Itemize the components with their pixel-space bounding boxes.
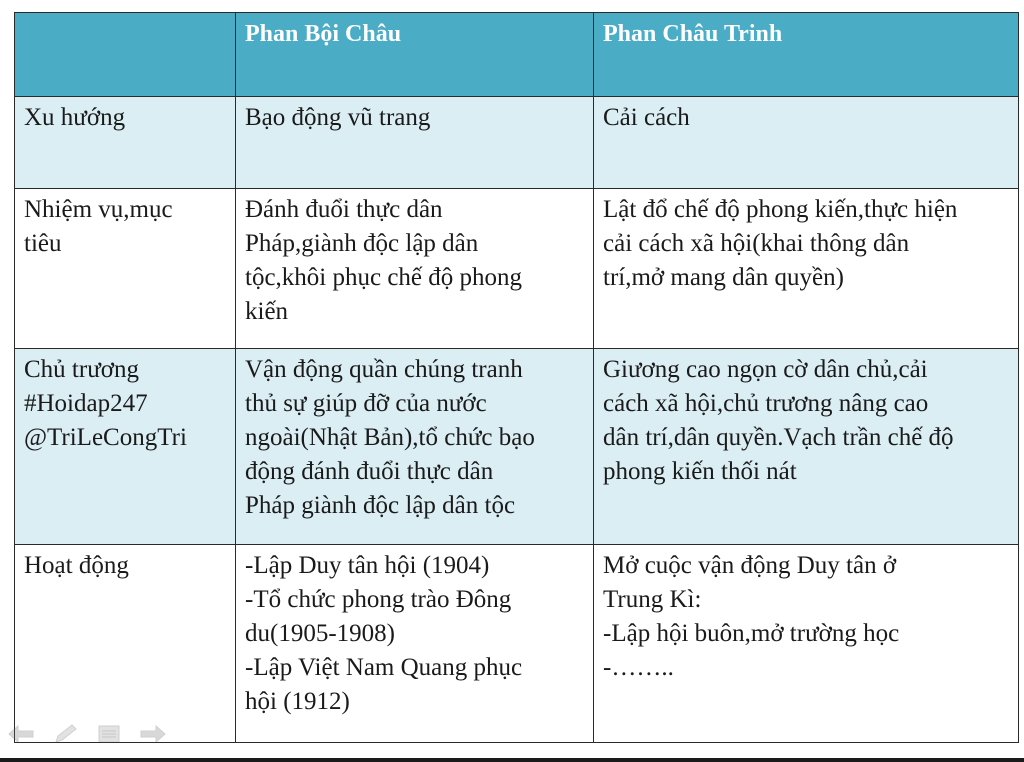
table-row-chu-truong (15, 349, 1019, 545)
row-label: Chủ trương (24, 356, 139, 383)
phan-boi-chau-cell (236, 349, 594, 545)
cell-line: tộc,khôi phục chế độ phong (245, 264, 523, 291)
phan-boi-chau-cell (236, 97, 594, 189)
cell-line: -Lập hội buôn,mở trường học (603, 620, 900, 647)
phan-chau-trinh-cell (594, 349, 1019, 545)
cell-line: Lật đổ chế độ phong kiến,thực hiện (603, 196, 958, 223)
cell-line: ngoài(Nhật Bản),tổ chức bạo (245, 424, 535, 451)
phan-chau-trinh-cell (594, 545, 1019, 743)
cell-line: Mở cuộc vận động Duy tân ở (603, 552, 897, 579)
slideshow-nav (6, 722, 168, 746)
cell-line: Bạo động vũ trang (245, 104, 431, 131)
row-label: tiêu (24, 230, 62, 257)
row-label-cell (15, 189, 236, 349)
row-label: @TriLeCongTri (24, 424, 187, 451)
table-row-xu-huong (15, 97, 1019, 189)
table-row-nhiem-vu (15, 189, 1019, 349)
header-cell-phan-boi-chau: Phan Bội Châu (236, 13, 594, 97)
forward-arrow-icon[interactable] (138, 722, 168, 746)
cell-line: -…….. (603, 654, 674, 681)
pen-icon[interactable] (50, 722, 80, 746)
cell-line: Đánh đuổi thực dân (245, 196, 443, 223)
cell-line: du(1905-1908) (245, 620, 395, 647)
cell-line: động đánh đuổi thực dân (245, 458, 494, 485)
cell-line: Giương cao ngọn cờ dân chủ,cải (603, 356, 928, 383)
cell-line: -Tổ chức phong trào Đông (245, 586, 512, 613)
row-label: Nhiệm vụ,mục (24, 196, 173, 223)
header-row (15, 13, 1019, 97)
row-label: Hoạt động (24, 552, 129, 579)
cell-line: Pháp giành độc lập dân tộc (245, 492, 516, 519)
cell-line: kiến (245, 298, 289, 325)
cell-line: Pháp,giành độc lập dân (245, 230, 479, 257)
phan-chau-trinh-cell (594, 97, 1019, 189)
cell-line: Vận động quần chúng tranh (245, 356, 523, 383)
row-label-cell (15, 545, 236, 743)
row-label: Xu hướng (24, 104, 126, 131)
bottom-border (0, 758, 1024, 762)
cell-line: Cải cách (603, 104, 690, 131)
cell-line: cách xã hội,chủ trương nâng cao (603, 390, 929, 417)
cell-line: Trung Kì: (603, 586, 702, 613)
back-arrow-icon[interactable] (6, 722, 36, 746)
cell-line: thủ sự giúp đỡ của nước (245, 390, 487, 417)
table-row-hoat-dong (15, 545, 1019, 743)
phan-boi-chau-cell (236, 189, 594, 349)
phan-boi-chau-cell (236, 545, 594, 743)
cell-line: -Lập Việt Nam Quang phục (245, 654, 523, 681)
cell-line: cải cách xã hội(khai thông dân (603, 230, 910, 257)
cell-line: hội (1912) (245, 688, 350, 715)
cell-line: dân trí,dân quyền.Vạch trần chế độ (603, 424, 954, 451)
cell-line: -Lập Duy tân hội (1904) (245, 552, 490, 579)
menu-icon[interactable] (94, 722, 124, 746)
row-label-cell (15, 97, 236, 189)
row-label-cell (15, 349, 236, 545)
cell-line: phong kiến thối nát (603, 458, 797, 485)
phan-chau-trinh-cell (594, 189, 1019, 349)
cell-line: trí,mở mang dân quyền) (603, 264, 844, 291)
header-cell-phan-chau-trinh: Phan Châu Trinh (594, 13, 1019, 97)
comparison-table (14, 12, 1019, 743)
row-label: #Hoidap247 (24, 390, 148, 417)
header-cell-empty (15, 13, 236, 97)
